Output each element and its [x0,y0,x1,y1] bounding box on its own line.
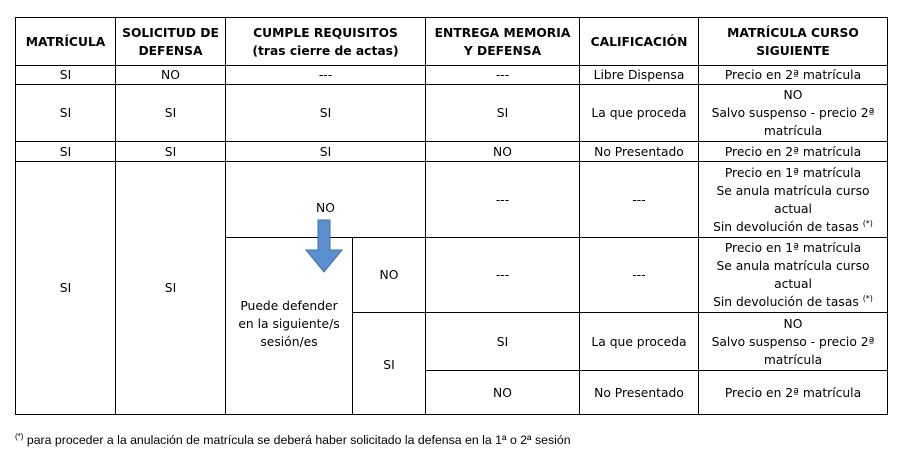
cell-cumple-no: NO [226,162,426,238]
cell-calificacion: La que proceda [580,85,699,142]
cell-entrega: --- [426,238,580,313]
cell-entrega: NO [426,371,580,415]
cell-cumple: SI [226,142,426,162]
down-arrow-shape [306,220,342,272]
cell-entrega: SI [426,85,580,142]
cell-siguiente: NO Salvo suspenso - precio 2ª matrícula [699,313,888,371]
cell-siguiente: Precio en 2ª matrícula [699,66,888,85]
header-entrega: ENTREGA MEMORIA Y DEFENSA [426,18,580,66]
table-row [16,85,888,142]
header-calificacion: CALIFICACIÓN [580,18,699,66]
cell-siguiente: Precio en 2ª matrícula [699,142,888,162]
cell-solicitud: NO [116,66,226,85]
table-row [16,66,888,85]
rules-table [15,17,888,415]
header-cumple-requisitos: CUMPLE REQUISITOS (tras cierre de actas) [226,18,426,66]
cell-puede-defender: Puede defender en la siguiente/s sesión/es [226,238,353,415]
cell-calificacion: No Presentado [580,142,699,162]
cell-sub-no: NO [353,238,426,313]
footnote [15,433,571,447]
cell-calificacion: Libre Dispensa [580,66,699,85]
cell-matricula: SI [16,162,116,415]
cell-matricula: SI [16,85,116,142]
cell-siguiente: Precio en 2ª matrícula [699,371,888,415]
table-row [16,162,888,238]
table-row [16,142,888,162]
cell-calificacion: No Presentado [580,371,699,415]
cell-entrega: SI [426,313,580,371]
cell-solicitud: SI [116,142,226,162]
cell-siguiente: Precio en 1ª matrícula Se anula matrícula curso actual Sin devolución de tasas (*) [699,162,888,238]
footnote-mark: (*) [15,431,24,441]
footnote-text: para proceder a la anulación de matrícula se deberá haber solicitado la defensa en la 1ª o 2ª sesión [23,433,571,447]
cell-solicitud: SI [116,85,226,142]
cell-sub-si: SI [353,313,426,415]
header-solicitud: SOLICITUD DE DEFENSA [116,18,226,66]
cell-siguiente: Precio en 1ª matrícula Se anula matrícula curso actual Sin devolución de tasas (*) [699,238,888,313]
cell-cumple: --- [226,66,426,85]
header-matricula: MATRÍCULA [16,18,116,66]
down-arrow-icon [305,219,343,273]
cell-solicitud: SI [116,162,226,415]
cell-siguiente: NO Salvo suspenso - precio 2ª matrícula [699,85,888,142]
cell-matricula: SI [16,66,116,85]
cell-calificacion: --- [580,238,699,313]
header-matricula-siguiente: MATRÍCULA CURSO SIGUIENTE [699,18,888,66]
cell-entrega: NO [426,142,580,162]
cell-entrega: --- [426,66,580,85]
cell-calificacion: La que proceda [580,313,699,371]
cell-calificacion: --- [580,162,699,238]
cell-cumple: SI [226,85,426,142]
cell-entrega: --- [426,162,580,238]
cell-matricula: SI [16,142,116,162]
